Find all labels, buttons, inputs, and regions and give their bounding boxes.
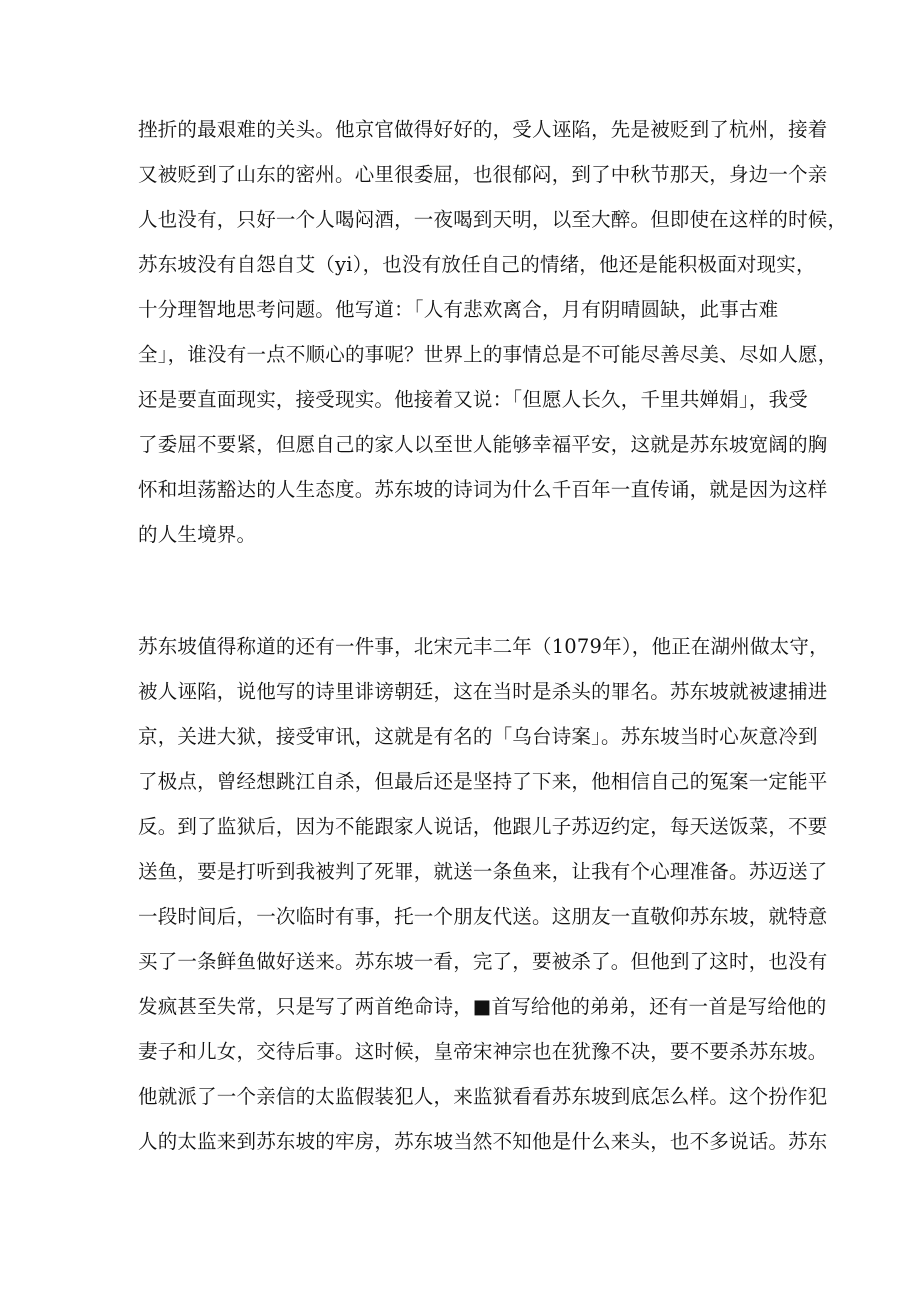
paragraph-1 [138,112,848,562]
text-line: 了委屈不要紧，但愿自己的家人以至世人能够幸福平安，这就是苏东坡宽阔的胸 [138,433,828,456]
text-line: 人也没有，只好一个人喝闷酒，一夜喝到天明，以至大醉。但即使在这样的时候， [138,208,848,231]
text-line: 又被贬到了山东的密州。心里很委屈，也很郁闷，到了中秋节那天，身边一个亲 [138,163,828,186]
text-line: 十分理智地思考问题。他写道：「人有悲欢离合，月有阴晴圆缺，此事古难 [138,298,779,321]
text-line: 全」，谁没有一点不顺心的事呢？世界上的事情总是不可能尽善尽美、尽如人愿， [138,343,838,366]
text-line: 了极点，曾经想跳江自杀，但最后还是坚持了下来，他相信自己的冤案一定能平 [138,770,828,793]
text-line: 妻子和儿女，交待后事。这时候，皇帝宋神宗也在犹豫不决，要不要杀苏东坡。 [138,1040,828,1063]
text-line: 反。到了监狱后，因为不能跟家人说话，他跟儿子苏迈约定，每天送饭菜，不要 [138,815,828,838]
text-line: 京，关进大狱，接受审讯，这就是有名的「乌台诗案」。苏东坡当时心灰意冷到 [138,725,818,748]
text-line: 苏东坡没有自怨自艾（yi），也没有放任自己的情绪，他还是能积极面对现实， [138,253,816,276]
text-line: 他就派了一个亲信的太监假装犯人，来监狱看看苏东坡到底怎么样。这个扮作犯 [138,1085,828,1108]
text-line: 发疯甚至失常，只是写了两首绝命诗，■首写给他的弟弟，还有一首是写给他的 [138,995,827,1018]
text-line: 买了一条鲜鱼做好送来。苏东坡一看，完了，要被杀了。但他到了这时，也没有 [138,950,828,973]
text-line: 送鱼，要是打听到我被判了死罪，就送一条鱼来，让我有个心理准备。苏迈送了 [138,860,828,883]
text-line: 还是要直面现实，接受现实。他接着又说：「但愿人长久，千里共婵娟」，我受 [138,388,809,411]
text-line: 怀和坦荡豁达的人生态度。苏东坡的诗词为什么千百年一直传诵，就是因为这样 [138,478,828,501]
text-line: 一段时间后，一次临时有事，托一个朋友代送。这朋友一直敬仰苏东坡，就特意 [138,905,828,928]
text-line: 人的太监来到苏东坡的牢房，苏东坡当然不知他是什么来头，也不多说话。苏东 [138,1130,828,1153]
paragraph-2 [138,629,829,1169]
text-line: 被人诬陷，说他写的诗里诽谤朝廷，这在当时是杀头的罪名。苏东坡就被逮捕进 [138,680,828,703]
text-line: 的人生境界。 [138,523,257,546]
text-line: 苏东坡值得称道的还有一件事，北宋元丰二年（1079年），他正在湖州做太守， [138,635,829,658]
text-line: 挫折的最艰难的关头。他京官做得好好的，受人诬陷，先是被贬到了杭州，接着 [138,118,828,141]
